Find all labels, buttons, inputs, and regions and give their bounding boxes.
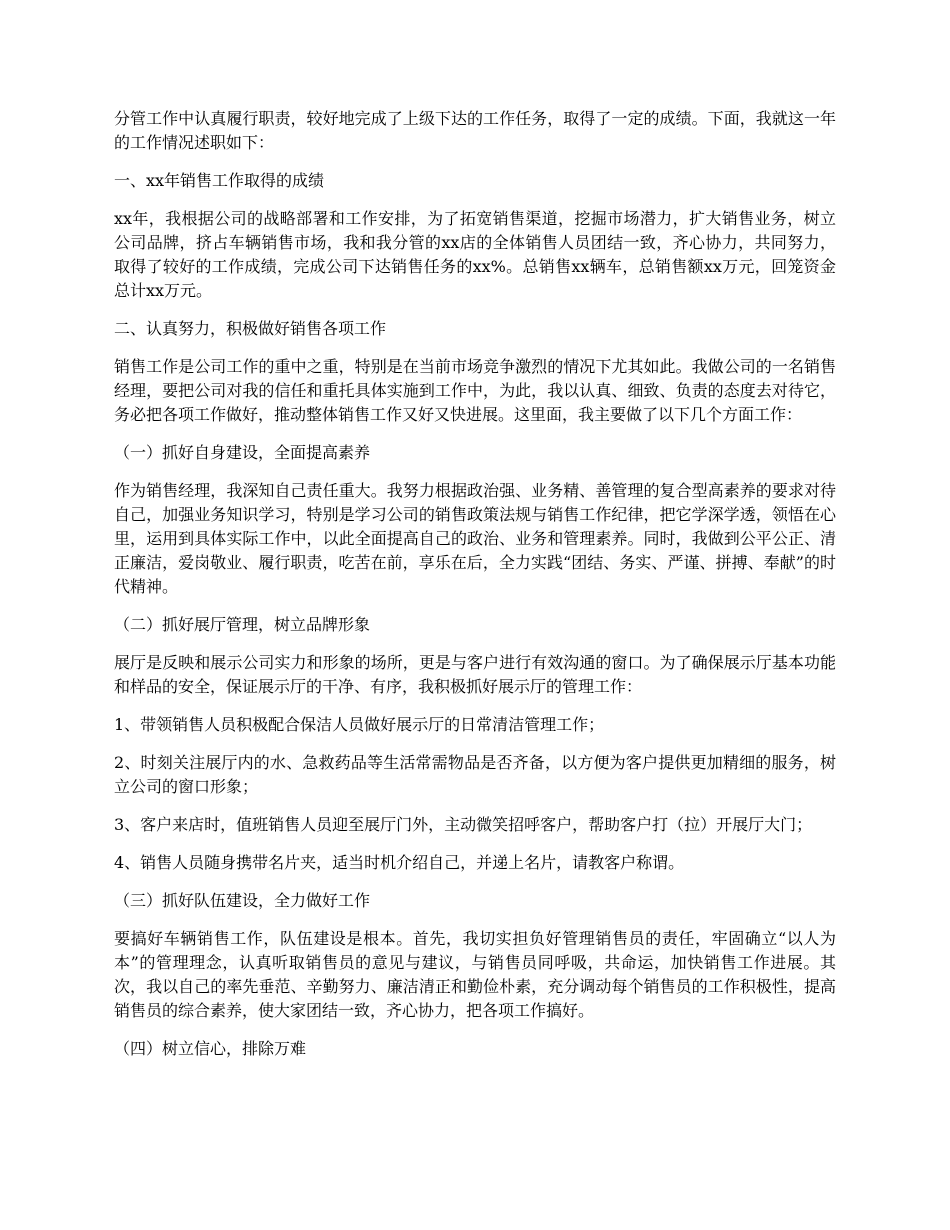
subsection-heading-1: （一）抓好自身建设，全面提高素养	[114, 443, 371, 462]
section-heading-2: 二、认真努力，积极做好销售各项工作	[114, 319, 387, 338]
body-paragraph: 展厅是反映和展示公司实力和形象的场所，更是与客户进行有效沟通的窗口。为了确保展示厅基本功能和样品的安全，保证展示厅的干净、有序，我积极抓好展示厅的管理工作：	[114, 653, 836, 696]
body-paragraph: 销售工作是公司工作的重中之重，特别是在当前市场竞争激烈的情况下尤其如此。我做公司的一名销售经理，要把公司对我的信任和重托具体实施到工作中，为此，我以认真、细致、负责的态度去对待它，务必把各项工作做好，推动整体销售工作又好又快进展。这里面，我主要做了以下几个方面工作：	[114, 357, 836, 424]
list-item: 2、时刻关注展厅内的水、急救药品等生活常需物品是否齐备，以方便为客户提供更加精细的服务，树立公司的窗口形象；	[114, 753, 836, 796]
list-item: 1、带领销售人员积极配合保洁人员做好展示厅的日常清洁管理工作；	[114, 715, 605, 734]
section-heading-1: 一、xx年销售工作取得的成绩	[114, 171, 325, 190]
list-item: 3、客户来店时，值班销售人员迎至展厅门外，主动微笑招呼客户，帮助客户打（拉）开展厅大门；	[114, 815, 813, 834]
body-paragraph: 要搞好车辆销售工作，队伍建设是根本。首先，我切实担负好管理销售员的责任，牢固确立“以人为本”的管理理念，认真听取销售员的意见与建议，与销售员同呼吸，共命运，加快销售工作进展。其次，我以自己的率先垂范、辛勤努力、廉洁清正和勤俭朴素，充分调动每个销售员的工作积极性，提高销售员的综合素养，使大家团结一致，齐心协力，把各项工作搞好。	[114, 929, 836, 1020]
body-paragraph: 作为销售经理，我深知自己责任重大。我努力根据政治强、业务精、善管理的复合型高素养的要求对待自己，加强业务知识学习，特别是学习公司的销售政策法规与销售工作纪律，把它学深学透，领悟在心里，运用到具体实际工作中，以此全面提高自己的政治、业务和管理素养。同时，我做到公平公正、清正廉洁，爱岗敬业、履行职责，吃苦在前，享乐在后，全力实践“团结、务实、严谨、拼搏、奉献”的时代精神。	[114, 481, 836, 596]
body-paragraph: xx年，我根据公司的战略部署和工作安排，为了拓宽销售渠道，挖掘市场潜力，扩大销售业务，树立公司品牌，挤占车辆销售市场，我和我分管的xx店的全体销售人员团结一致，齐心协力，共同努力，取得了较好的工作成绩，完成公司下达销售任务的xx%。总销售xx辆车，总销售额xx万元，回笼资金总计xx万元。	[114, 209, 836, 300]
subsection-heading-4: （四）树立信心，排除万难	[114, 1039, 307, 1058]
intro-paragraph: 分管工作中认真履行职责，较好地完成了上级下达的工作任务，取得了一定的成绩。下面，我就这一年的工作情况述职如下：	[114, 109, 836, 152]
list-item: 4、销售人员随身携带名片夹，适当时机介绍自己，并递上名片，请教客户称谓。	[114, 853, 685, 872]
subsection-heading-3: （三）抓好队伍建设，全力做好工作	[114, 891, 371, 910]
subsection-heading-2: （二）抓好展厅管理，树立品牌形象	[114, 615, 371, 634]
document-body	[114, 107, 836, 1075]
